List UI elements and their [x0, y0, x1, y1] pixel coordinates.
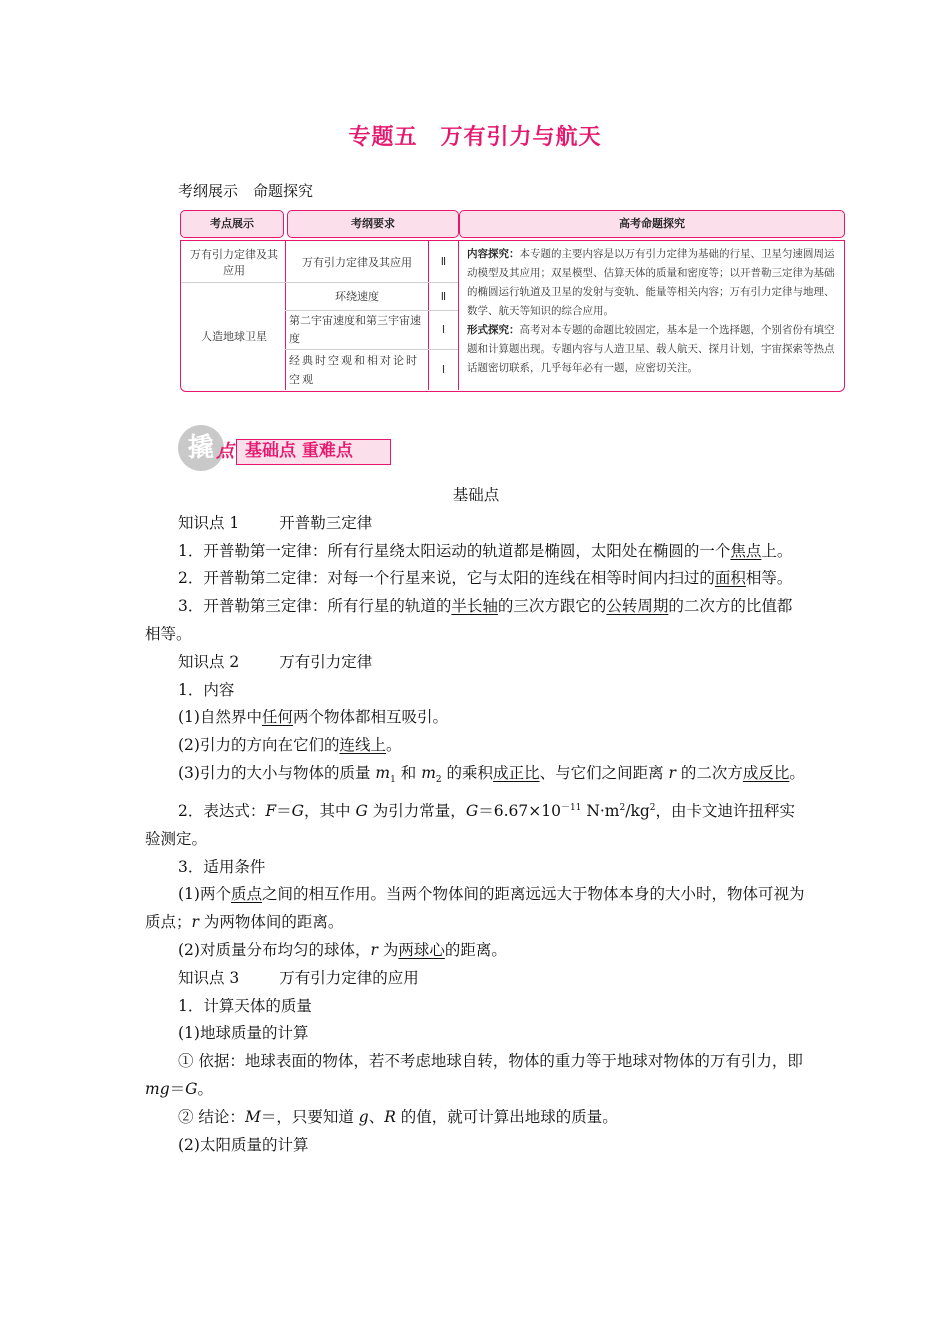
- table-row: 人造地球卫星: [201, 330, 267, 343]
- condition-2: (2)对质量分布均匀的球体，r 为两球心的距离。: [178, 941, 507, 959]
- earth-mass-conclusion: ② 结论：M＝，只要知道 g、R 的值，就可计算出地球的质量。: [178, 1107, 618, 1126]
- content-text: 本专题的主要内容是以万有引力定律为基础的行星、卫星匀速圆周运动模型及其应用；双星模型、估算天体的质量和密度等；以开普勒三定律为基础的椭圆运行轨道及卫星的发射与变轨、能量等相关内容；万有引力定律与地理、数学、航天等知识的综合应用。: [467, 248, 835, 317]
- page-title: 专题五 万有引力与航天: [348, 125, 602, 150]
- section-title: 基础点: [452, 486, 500, 504]
- gravitation-point-1: (1)自然界中任何两个物体都相互吸引。: [178, 708, 448, 727]
- table-cell: 第二宇宙速度和第三宇宙速度: [289, 313, 421, 345]
- level-cell: Ⅰ: [441, 363, 446, 376]
- kepler-law-1: 1．开普勒第一定律：所有行星绕太阳运动的轨道都是椭圆，太阳处在椭圆的一个焦点上。: [178, 541, 793, 560]
- form-label: 形式探究：: [467, 324, 520, 336]
- kepler-law-2: 2．开普勒第二定律：对每一个行星来说，它与太阳的连线在相等时间内扫过的面积相等。: [178, 569, 793, 588]
- earth-mass-heading: (1)地球质量的计算: [178, 1024, 309, 1043]
- table-cell: 经典时空观和相对论时空观: [289, 353, 419, 386]
- table-cell: 万有引力定律及其应用: [302, 255, 412, 269]
- mass-calc-heading: 1．计算天体的质量: [178, 996, 312, 1015]
- condition-1: (1)两个质点之间的相互作用。当两个物体间的距离远远大于物体本身的大小时，物体可视为质点；r 为两物体间的距离。: [145, 885, 805, 932]
- table-row: 万有引力定律及其应用: [190, 247, 278, 277]
- conditions-heading: 3．适用条件: [178, 857, 266, 876]
- table-cell: 环绕速度: [335, 290, 379, 303]
- table-body: [180, 240, 845, 392]
- main-content: [145, 482, 807, 1159]
- gravitation-content-heading: 1．内容: [178, 680, 235, 699]
- banner-text: 基础点 重难点: [236, 439, 391, 465]
- exploration-text: [467, 245, 841, 378]
- section-banner: [178, 425, 393, 473]
- level-cell: Ⅰ: [441, 323, 446, 336]
- syllabus-table: [180, 210, 845, 393]
- header-points: 考点展示: [180, 210, 284, 238]
- knowledge-heading-3: 知识点 3 万有引力定律的应用: [178, 968, 419, 987]
- sun-mass-heading: (2)太阳质量的计算: [178, 1135, 309, 1154]
- gravitation-formula: 2．表达式：F＝G，其中 G 为引力常量，$G=6.67\times 10^{-11}$ $N\cdot m^2/kg^2$，由卡文迪许扭秤实验测定。: [145, 802, 796, 848]
- banner-circle-icon: 撬: [178, 425, 224, 471]
- kepler-law-3: 3．开普勒第三定律：所有行星的轨道的半长轴的三次方跟它的公转周期的二次方的比值都相等。: [145, 597, 793, 643]
- earth-mass-basis: ① 依据：地球表面的物体，若不考虑地球自转，物体的重力等于地球对物体的万有引力，即 mg＝G。: [145, 1052, 803, 1098]
- gravitation-point-2: (2)引力的方向在它们的连线上。: [178, 736, 402, 755]
- level-cell: Ⅱ: [440, 255, 447, 268]
- form-text: 高考对本专题的命题比较固定，基本是一个选择题，个别省份有填空题和计算题出现。专题内容与人造卫星、载人航天、探月计划，宇宙探索等热点话题密切联系，几乎每年必有一题，应密切关注。: [467, 324, 835, 374]
- subheading: 考纲展示 命题探究: [178, 182, 314, 200]
- header-requirements: 考纲要求: [287, 210, 459, 238]
- gravitation-point-3: (3)引力的大小与物体的质量 $m_1$ 和 $m_2$ 的乘积成正比、与它们之间距离 r 的二次方成反比。: [178, 763, 805, 786]
- knowledge-heading-1: 知识点 1 开普勒三定律: [178, 513, 373, 532]
- header-exploration: 高考命题探究: [459, 210, 845, 238]
- knowledge-heading-2: 知识点 2 万有引力定律: [178, 652, 373, 671]
- content-label: 内容探究：: [467, 248, 520, 260]
- banner-dian: 点: [216, 441, 234, 462]
- level-cell: Ⅱ: [440, 289, 447, 303]
